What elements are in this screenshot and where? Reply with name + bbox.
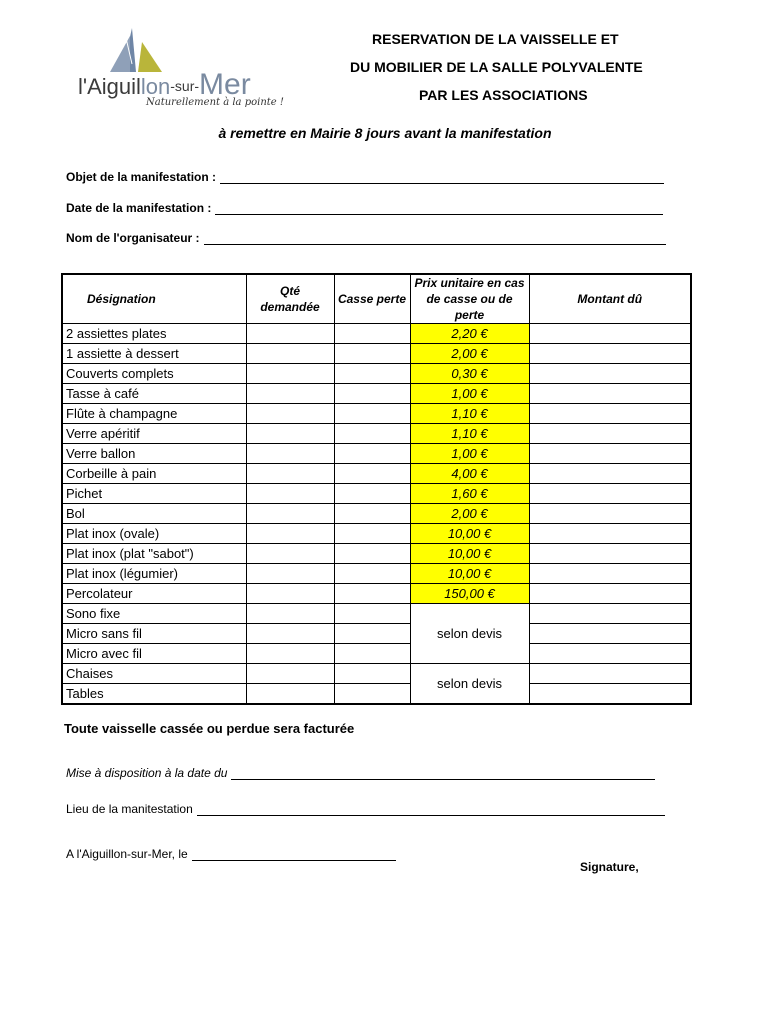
montant-cell[interactable]: [529, 524, 691, 544]
montant-cell[interactable]: [529, 484, 691, 504]
mise-field[interactable]: [66, 766, 655, 780]
price-cell: 1,00 €: [410, 384, 529, 404]
table-row-label: Bol: [62, 504, 246, 524]
montant-cell[interactable]: [529, 604, 691, 624]
casse-cell[interactable]: [334, 404, 410, 424]
objet-field[interactable]: [66, 170, 664, 184]
montant-cell[interactable]: [529, 384, 691, 404]
mise-label: Mise à disposition à la date du: [66, 766, 228, 780]
casse-cell[interactable]: [334, 544, 410, 564]
casse-cell[interactable]: [334, 684, 410, 705]
reservation-table: [61, 273, 692, 705]
organisateur-field[interactable]: [66, 231, 666, 245]
price-cell: 10,00 €: [410, 564, 529, 584]
qte-cell[interactable]: [246, 404, 334, 424]
casse-cell[interactable]: [334, 604, 410, 624]
price-cell: 2,00 €: [410, 504, 529, 524]
lieu-line[interactable]: [197, 803, 665, 816]
price-cell: 1,60 €: [410, 484, 529, 504]
qte-cell[interactable]: [246, 444, 334, 464]
table-row-label: Percolateur: [62, 584, 246, 604]
montant-cell[interactable]: [529, 564, 691, 584]
casse-cell[interactable]: [334, 444, 410, 464]
qte-cell[interactable]: [246, 684, 334, 705]
table-row-label: Plat inox (légumier): [62, 564, 246, 584]
price-cell: 10,00 €: [410, 524, 529, 544]
table-row-label: Micro sans fil: [62, 624, 246, 644]
price-cell: 2,00 €: [410, 344, 529, 364]
price-cell: 150,00 €: [410, 584, 529, 604]
qte-cell[interactable]: [246, 544, 334, 564]
qte-cell[interactable]: [246, 644, 334, 664]
header-designation: Désignation: [62, 274, 246, 324]
montant-cell[interactable]: [529, 644, 691, 664]
table-row-label: Sono fixe: [62, 604, 246, 624]
casse-cell[interactable]: [334, 344, 410, 364]
table-row-label: 1 assiette à dessert: [62, 344, 246, 364]
header-qte: Qté demandée: [246, 274, 334, 324]
qte-cell[interactable]: [246, 564, 334, 584]
qte-cell[interactable]: [246, 384, 334, 404]
price-cell: 1,00 €: [410, 444, 529, 464]
title-line-3: PAR LES ASSOCIATIONS: [419, 87, 588, 103]
montant-cell[interactable]: [529, 504, 691, 524]
date-field[interactable]: [66, 201, 663, 215]
table-row: [62, 364, 691, 384]
logo-wordmark: l'Aiguillon-sur-Mer: [78, 68, 251, 101]
table-row: [62, 444, 691, 464]
logo-slogan: Naturellement à la pointe !: [146, 97, 284, 108]
casse-cell[interactable]: [334, 564, 410, 584]
objet-line[interactable]: [220, 171, 664, 184]
objet-label: Objet de la manifestation :: [66, 170, 217, 184]
title-line-2: DU MOBILIER DE LA SALLE POLYVALENTE: [350, 59, 643, 75]
mise-line[interactable]: [231, 767, 655, 780]
qte-cell[interactable]: [246, 624, 334, 644]
montant-cell[interactable]: [529, 424, 691, 444]
montant-cell[interactable]: [529, 324, 691, 344]
table-row: [62, 384, 691, 404]
montant-cell[interactable]: [529, 464, 691, 484]
table-row-label: 2 assiettes plates: [62, 324, 246, 344]
casse-cell[interactable]: [334, 464, 410, 484]
table-row: [62, 544, 691, 564]
table-row-label: Verre apéritif: [62, 424, 246, 444]
table-row-label: Tables: [62, 684, 246, 705]
date-label: Date de la manifestation :: [66, 201, 212, 215]
qte-cell[interactable]: [246, 424, 334, 444]
montant-cell[interactable]: [529, 364, 691, 384]
table-row-label: Pichet: [62, 484, 246, 504]
casse-cell[interactable]: [334, 364, 410, 384]
table-row: [62, 324, 691, 344]
table-row: [62, 344, 691, 364]
qte-cell[interactable]: [246, 464, 334, 484]
mobilier-price: selon devis: [410, 664, 529, 705]
table-row: [62, 504, 691, 524]
casse-cell[interactable]: [334, 424, 410, 444]
casse-cell[interactable]: [334, 504, 410, 524]
sono-price: selon devis: [410, 604, 529, 664]
montant-cell[interactable]: [529, 344, 691, 364]
casse-cell[interactable]: [334, 644, 410, 664]
qte-cell[interactable]: [246, 324, 334, 344]
casse-cell[interactable]: [334, 484, 410, 504]
casse-cell[interactable]: [334, 584, 410, 604]
ville-label: A l'Aiguillon-sur-Mer, le: [66, 847, 188, 861]
ville-field[interactable]: [66, 847, 396, 861]
qte-cell[interactable]: [246, 484, 334, 504]
table-row: [62, 584, 691, 604]
table-row-label: Plat inox (plat "sabot"): [62, 544, 246, 564]
casse-cell[interactable]: [334, 664, 410, 684]
table-row-label: Chaises: [62, 664, 246, 684]
table-row-label: Plat inox (ovale): [62, 524, 246, 544]
montant-cell[interactable]: [529, 584, 691, 604]
montant-cell[interactable]: [529, 624, 691, 644]
commune-logo: [70, 24, 284, 116]
price-cell: 1,10 €: [410, 404, 529, 424]
price-cell: 1,10 €: [410, 424, 529, 444]
montant-cell[interactable]: [529, 544, 691, 564]
table-row-label: Tasse à café: [62, 384, 246, 404]
table-row-label: Corbeille à pain: [62, 464, 246, 484]
price-cell: 2,20 €: [410, 324, 529, 344]
price-cell: 0,30 €: [410, 364, 529, 384]
table-row-label: Micro avec fil: [62, 644, 246, 664]
price-cell: 4,00 €: [410, 464, 529, 484]
table-row-label: Couverts complets: [62, 364, 246, 384]
montant-cell[interactable]: [529, 404, 691, 424]
organisateur-line[interactable]: [204, 232, 666, 245]
qte-cell[interactable]: [246, 344, 334, 364]
table-row-label: Flûte à champagne: [62, 404, 246, 424]
qte-cell[interactable]: [246, 504, 334, 524]
header-montant: Montant dû: [529, 274, 691, 324]
qte-cell[interactable]: [246, 584, 334, 604]
montant-cell[interactable]: [529, 664, 691, 684]
signature-label: Signature,: [580, 860, 639, 874]
table-row: [62, 404, 691, 424]
montant-cell[interactable]: [529, 684, 691, 705]
table-row: [62, 484, 691, 504]
casse-cell[interactable]: [334, 324, 410, 344]
table-row: [62, 564, 691, 584]
header-prix: Prix unitaire en cas de casse ou de perte: [410, 274, 529, 324]
qte-cell[interactable]: [246, 664, 334, 684]
qte-cell[interactable]: [246, 604, 334, 624]
organisateur-label: Nom de l'organisateur :: [66, 231, 200, 245]
title-line-1: RESERVATION DE LA VAISSELLE ET: [372, 31, 619, 47]
table-row: [62, 424, 691, 444]
lieu-field[interactable]: [66, 802, 665, 816]
table-row-label: Verre ballon: [62, 444, 246, 464]
table-row: [62, 524, 691, 544]
date-signature-line[interactable]: [192, 848, 396, 861]
casse-cell[interactable]: [334, 384, 410, 404]
subtitle: à remettre en Mairie 8 jours avant la manifestation: [218, 125, 552, 141]
casse-cell[interactable]: [334, 624, 410, 644]
lieu-label: Lieu de la manitestation: [66, 802, 193, 816]
date-line[interactable]: [215, 202, 663, 215]
price-cell: 10,00 €: [410, 544, 529, 564]
montant-cell[interactable]: [529, 444, 691, 464]
header-casse: Casse perte: [334, 274, 410, 324]
logo-sails-icon: [70, 24, 260, 74]
table-row: [62, 464, 691, 484]
qte-cell[interactable]: [246, 364, 334, 384]
casse-cell[interactable]: [334, 524, 410, 544]
billing-note: Toute vaisselle cassée ou perdue sera facturée: [64, 721, 355, 736]
qte-cell[interactable]: [246, 524, 334, 544]
